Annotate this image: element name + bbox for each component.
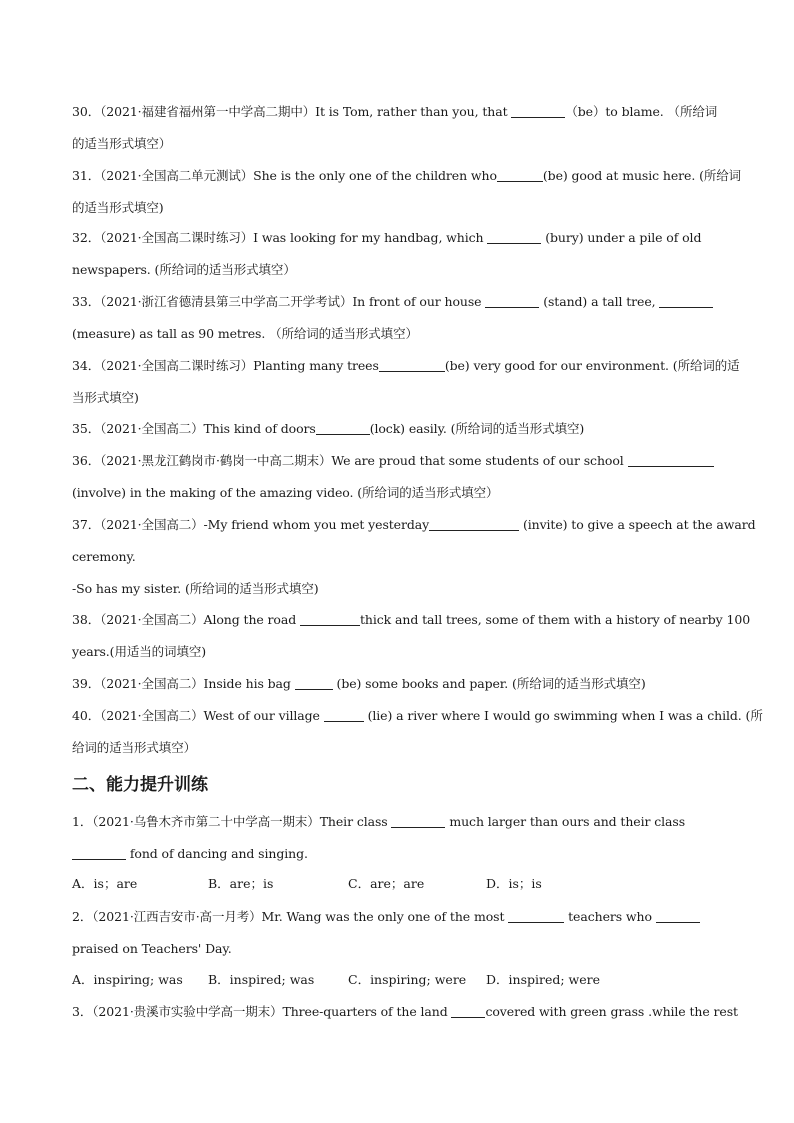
answer-option[interactable]: D．is；is [486, 876, 542, 891]
answer-blank[interactable] [508, 908, 564, 923]
multiple-choice-question [72, 996, 738, 1028]
question-text: 的适当形式填空) [72, 200, 164, 215]
answer-blank[interactable] [656, 908, 700, 923]
question-text: years.(用适当的词填空) [72, 644, 207, 659]
question-text: 30．（2021·福建省福州第一中学高二期中）It is Tom, rather than you, that [72, 104, 512, 119]
answer-blank[interactable] [379, 357, 445, 372]
question-text: 当形式填空) [72, 390, 139, 405]
answer-blank[interactable] [511, 103, 565, 118]
question-line [72, 573, 724, 605]
question-line [72, 933, 724, 965]
question-line [72, 604, 751, 636]
question-text: 39．（2021·全国高二）Inside his bag [72, 676, 295, 691]
section-title: 二、能力提升训练 [72, 775, 208, 795]
question-line [72, 286, 724, 318]
multiple-choice-question [72, 806, 724, 870]
answer-blank[interactable] [485, 293, 539, 308]
question-line [72, 477, 724, 509]
answer-blank[interactable] [72, 845, 126, 860]
question-text: 40．（2021·全国高二）West of our village [72, 708, 324, 723]
question-text: newspapers. (所给词的适当形式填空） [72, 262, 296, 277]
question-line [72, 732, 724, 764]
answer-blank[interactable] [391, 813, 445, 828]
question-text: covered with green grass .while the rest [485, 1004, 738, 1019]
question-line [72, 996, 738, 1028]
question-text: 3．（2021·贵溪市实验中学高一期末）Three-quarters of the land [72, 1004, 452, 1019]
answer-blank[interactable] [451, 1003, 485, 1018]
answer-blank[interactable] [497, 167, 543, 182]
fill-blank-question [72, 96, 724, 160]
answer-blank[interactable] [316, 420, 370, 435]
fill-blank-question [72, 160, 742, 224]
question-text: 33．（2021·浙江省德清县第三中学高二开学考试）In front of our house [72, 294, 486, 309]
answer-option[interactable]: B．inspired; was [208, 972, 315, 987]
question-line [72, 128, 724, 160]
question-text: -So has my sister. (所给词的适当形式填空) [72, 581, 319, 596]
question-text: much larger than ours and their class [445, 814, 686, 829]
multiple-choice-question [72, 901, 724, 965]
question-line [72, 160, 742, 192]
question-line [72, 838, 724, 870]
question-line [72, 96, 724, 128]
answer-option[interactable]: A．is；are [72, 876, 138, 891]
answer-blank[interactable] [324, 707, 364, 722]
question-text: 38．（2021·全国高二）Along the road [72, 612, 300, 627]
question-line [72, 192, 724, 224]
question-line [72, 413, 724, 445]
question-line [72, 668, 724, 700]
question-text: 的适当形式填空） [72, 136, 172, 151]
question-line [72, 636, 724, 668]
question-text: 36．（2021·黑龙江鹤岗市·鹤岗一中高二期末）We are proud that some students of our school [72, 453, 628, 468]
question-text: （be）to blame. （所给词 [565, 104, 718, 119]
question-line [72, 806, 724, 838]
answer-blank[interactable] [487, 229, 541, 244]
fill-blank-question [72, 604, 751, 668]
fill-blank-question [72, 668, 724, 700]
question-text: (involve) in the making of the amazing video. (所给词的适当形式填空） [72, 485, 499, 500]
question-text: 31．（2021·全国高二单元测试）She is the only one of the children who [72, 168, 497, 183]
question-line [72, 541, 724, 573]
question-text: 2．（2021·江西吉安市·高一月考）Mr. Wang was the only one of the most [72, 909, 509, 924]
question-text: 1．（2021·乌鲁木齐市第二十中学高一期末）Their class [72, 814, 392, 829]
question-text: (stand) a tall tree, [539, 294, 660, 309]
question-line [72, 254, 724, 286]
question-text: (be) some books and paper. (所给词的适当形式填空) [332, 676, 646, 691]
question-line [72, 382, 724, 414]
question-text: 32．（2021·全国高二课时练习）I was looking for my handbag, which [72, 230, 488, 245]
question-line [72, 318, 724, 350]
answer-blank[interactable] [659, 293, 713, 308]
question-text: (measure) as tall as 90 metres. （所给词的适当形式填空） [72, 326, 418, 341]
question-text: 35．（2021·全国高二）This kind of doors [72, 421, 316, 436]
answer-blank[interactable] [429, 516, 519, 531]
question-text: 34．（2021·全国高二课时练习）Planting many trees [72, 358, 379, 373]
answer-option[interactable]: A．inspiring; was [72, 972, 183, 987]
question-text: 37．（2021·全国高二）-My friend whom you met yesterday [72, 517, 430, 532]
fill-blank-question [72, 445, 724, 509]
question-line [72, 509, 756, 541]
question-text: fond of dancing and singing. [126, 846, 308, 861]
question-text: (lie) a river where I would go swimming when I was a child. (所 [363, 708, 763, 723]
answer-blank[interactable] [300, 611, 360, 626]
answer-option[interactable]: D．inspired; were [486, 972, 601, 987]
question-text: ceremony. [72, 549, 136, 564]
fill-blank-question [72, 286, 724, 350]
fill-blank-question [72, 700, 763, 764]
question-line [72, 222, 724, 254]
fill-blank-question [72, 222, 724, 286]
question-text: teachers who [564, 909, 656, 924]
question-text: (lock) easily. (所给词的适当形式填空) [369, 421, 585, 436]
question-text: (invite) to give a speech at the award [519, 517, 756, 532]
question-line [72, 445, 724, 477]
question-text: 给词的适当形式填空） [72, 740, 197, 755]
question-text: (be) very good for our environment. (所给词的适 [444, 358, 740, 373]
question-text: (bury) under a pile of old [541, 230, 702, 245]
fill-blank-question [72, 509, 756, 605]
answer-option[interactable]: C．are；are [348, 876, 425, 891]
question-text: praised on Teachers' Day. [72, 941, 232, 956]
question-text: thick and tall trees, some of them with a history of nearby 100 [360, 612, 751, 627]
answer-blank[interactable] [295, 675, 333, 690]
fill-blank-question [72, 350, 740, 414]
question-text: (be) good at music here. (所给词 [542, 168, 742, 183]
question-line [72, 700, 763, 732]
fill-blank-question [72, 413, 724, 445]
question-line [72, 350, 740, 382]
question-line [72, 901, 724, 933]
answer-option[interactable]: C．inspiring; were [348, 972, 467, 987]
answer-blank[interactable] [628, 452, 714, 467]
answer-option[interactable]: B．are；is [208, 876, 274, 891]
